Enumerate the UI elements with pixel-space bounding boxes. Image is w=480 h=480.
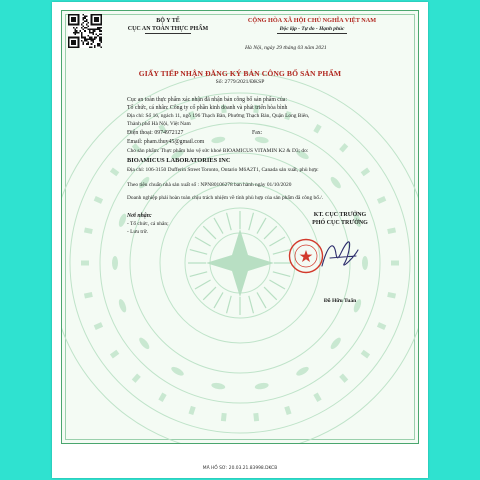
org-label: Tổ chức, cá nhân:: [127, 105, 169, 111]
address-line-1: Địa chỉ: Số 16, ngách 11, ngõ 196 Thạch Bàn, Phường Thạch Bàn, Quận Long Biên,: [127, 113, 310, 119]
document-number: Số: 2779/2021/ĐKSP: [215, 79, 265, 85]
recipient-item: - Lưu trữ.: [127, 229, 148, 235]
intro-line: Cục an toàn thực phẩm xác nhận đã nhận bản công bố sản phẩm của:: [127, 97, 287, 103]
manufacturer-name: BIOAMICUS LABORATORIES INC: [127, 157, 231, 164]
handwritten-signature: [318, 236, 364, 276]
email-line: Email: pham.thuy45@gmail.com: [127, 139, 205, 145]
fax-line: Fax:: [252, 130, 263, 136]
issue-date: Hà Nội, ngày 29 tháng 03 năm 2021: [245, 45, 327, 51]
standard-line: Theo tiêu chuẩn nhà sản xuất số : NPN80106278 ban hành ngày 01/10/2020: [127, 182, 292, 188]
right-header: [212, 17, 412, 34]
signature-title: [270, 212, 410, 227]
country-name: CỘNG HÒA XÃ HỘI CHỦ NGHĨA VIỆT NAM: [247, 17, 377, 24]
product-line: Cho sản phẩm: Thực phẩm bảo vệ sức khoẻ BIOAMICUS VITAMIN K2 & D3; do:: [127, 148, 309, 154]
manufacturer-address: Địa chỉ: 106-3150 Dufferin Street Toronto, Ontario M6A2T1, Canada sản xuất, phù hợp:: [127, 167, 319, 173]
national-motto: Độc lập - Tự do - Hạnh phúc: [279, 26, 345, 32]
file-code: MÃ HỒ SƠ: 20.03.21.83998.DKCB: [202, 466, 278, 471]
recipient-item: - Tổ chức, cá nhân;: [127, 221, 169, 227]
responsibility-line: Doanh nghiệp phải hoàn toàn chịu trách nhiệm về tính phù hợp của sản phẩm đã công bố./.: [127, 195, 324, 201]
qr-code: [68, 14, 102, 48]
signature-title-line-2: PHÓ CỤC TRƯỞNG: [312, 219, 368, 226]
org-name: Công ty cổ phần kinh doanh và phát triển hòa bình: [169, 105, 288, 111]
document-title: GIẤY TIẾP NHẬN ĐĂNG KÝ BẢN CÔNG BỐ SẢN PHẨM: [138, 69, 342, 78]
signature-title-line-1: KT. CỤC TRƯỞNG: [313, 212, 367, 218]
address-line-2: Thành phố Hà Nội, Việt Nam: [127, 121, 191, 127]
organization-line: [127, 105, 287, 111]
signer-name: Đỗ Hữu Tuấn: [323, 298, 357, 304]
recipients-heading: Nơi nhận:: [127, 213, 152, 219]
agency-name: CỤC AN TOÀN THỰC PHẨM: [127, 26, 209, 32]
phone-line: Điện thoại: 0974972127: [127, 130, 184, 136]
left-header: [108, 17, 228, 34]
ministry-name: BỘ Y TẾ: [156, 18, 180, 24]
